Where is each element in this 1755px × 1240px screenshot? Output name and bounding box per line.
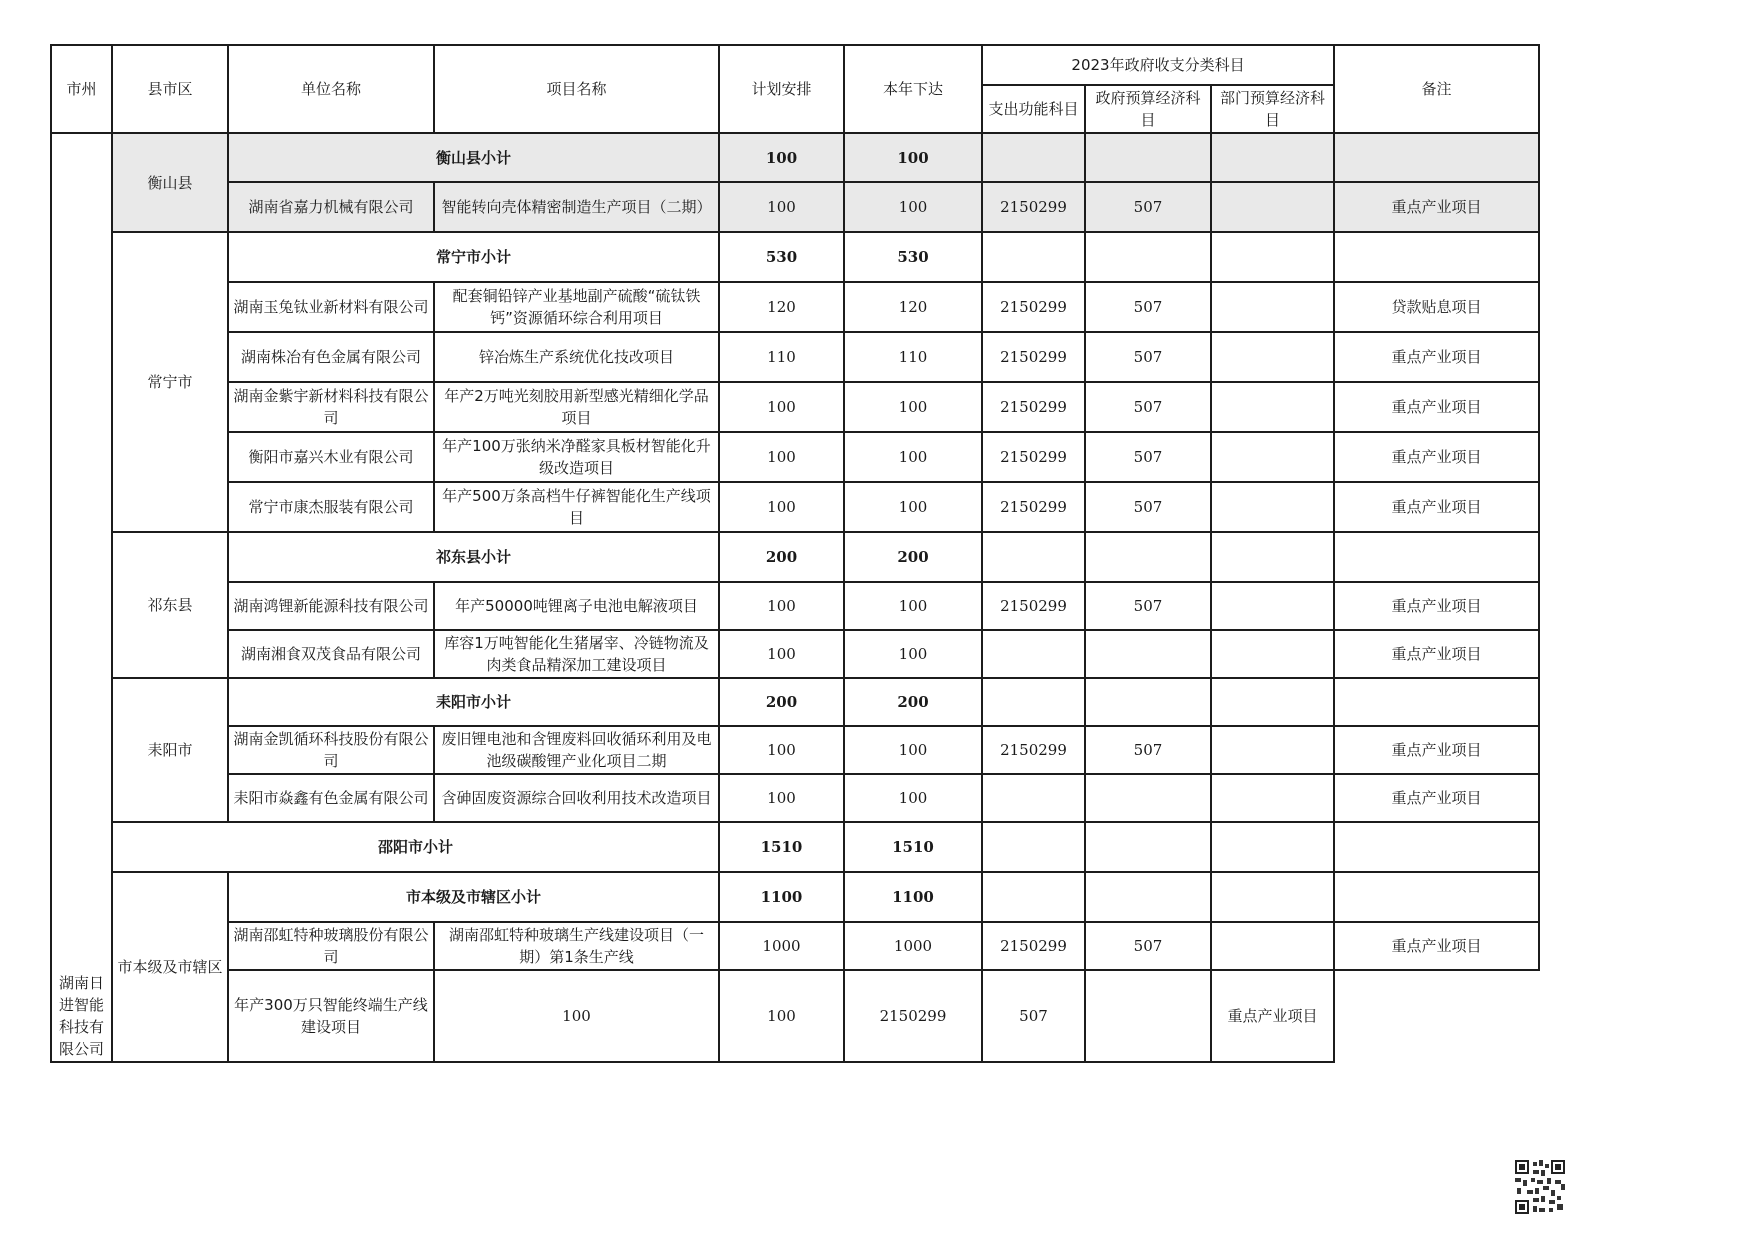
dept-cell	[1211, 182, 1334, 232]
issued-cell: 100	[844, 630, 982, 678]
table-row	[51, 182, 1539, 232]
plan-cell: 100	[434, 970, 719, 1062]
func-cell: 2150299	[982, 432, 1085, 482]
header-city: 市州	[51, 45, 112, 133]
dept-cell	[1211, 726, 1334, 774]
dept-cell	[1211, 774, 1334, 822]
plan-cell: 100	[719, 726, 844, 774]
subtotal-row-qidong	[51, 532, 1539, 582]
subtotal-func	[982, 678, 1085, 726]
header-dept: 部门预算经济科目	[1211, 85, 1334, 133]
county-cell-qidong: 祁东县	[112, 532, 228, 678]
header-project: 项目名称	[434, 45, 719, 133]
issued-cell: 120	[844, 282, 982, 332]
subtotal-issued: 1510	[844, 822, 982, 872]
table-row	[51, 282, 1539, 332]
func-cell: 2150299	[982, 482, 1085, 532]
plan-cell: 100	[719, 482, 844, 532]
func-cell	[982, 630, 1085, 678]
remark-cell: 重点产业项目	[1211, 970, 1334, 1062]
plan-cell: 100	[719, 432, 844, 482]
plan-cell: 110	[719, 332, 844, 382]
remark-cell: 贷款贴息项目	[1334, 282, 1539, 332]
header-row-1	[51, 45, 1539, 85]
subtotal-plan: 200	[719, 678, 844, 726]
unit-cell: 湖南省嘉力机械有限公司	[228, 182, 434, 232]
city-cell-hengyang	[51, 133, 112, 970]
subtotal-gov	[1085, 822, 1211, 872]
plan-cell: 1000	[719, 922, 844, 970]
plan-cell: 100	[719, 382, 844, 432]
func-cell: 2150299	[982, 726, 1085, 774]
project-cell: 年产50000吨锂离子电池电解液项目	[434, 582, 719, 630]
subtotal-plan: 530	[719, 232, 844, 282]
issued-cell: 100	[844, 726, 982, 774]
subtotal-remark	[1334, 822, 1539, 872]
subtotal-remark	[1334, 678, 1539, 726]
gov-cell: 507	[1085, 382, 1211, 432]
remark-cell: 重点产业项目	[1334, 382, 1539, 432]
header-issued: 本年下达	[844, 45, 982, 133]
subtotal-plan: 200	[719, 532, 844, 582]
dept-cell	[1211, 332, 1334, 382]
subtotal-row-changning	[51, 232, 1539, 282]
county-cell-leiyang: 耒阳市	[112, 678, 228, 822]
project-cell: 湖南邵虹特种玻璃生产线建设项目（一期）第1条生产线	[434, 922, 719, 970]
subtotal-remark	[1334, 532, 1539, 582]
func-cell: 2150299	[982, 332, 1085, 382]
header-classification-group: 2023年政府收支分类科目	[982, 45, 1334, 85]
unit-cell: 湖南金凯循环科技股份有限公司	[228, 726, 434, 774]
qr-code-icon	[1513, 1158, 1567, 1216]
func-cell	[982, 774, 1085, 822]
plan-cell: 100	[719, 630, 844, 678]
gov-cell: 507	[1085, 432, 1211, 482]
subtotal-issued: 200	[844, 532, 982, 582]
dept-cell	[1211, 382, 1334, 432]
subtotal-gov	[1085, 232, 1211, 282]
subtotal-label: 常宁市小计	[228, 232, 719, 282]
issued-cell: 100	[844, 582, 982, 630]
dept-cell	[1085, 970, 1211, 1062]
subtotal-plan: 1100	[719, 872, 844, 922]
subtotal-dept	[1211, 133, 1334, 182]
table-row	[51, 582, 1539, 630]
func-cell: 2150299	[982, 922, 1085, 970]
subtotal-remark	[1334, 133, 1539, 182]
unit-cell: 耒阳市焱鑫有色金属有限公司	[228, 774, 434, 822]
plan-cell: 100	[719, 774, 844, 822]
unit-cell: 湖南株冶有色金属有限公司	[228, 332, 434, 382]
dept-cell	[1211, 432, 1334, 482]
subtotal-issued: 1100	[844, 872, 982, 922]
subtotal-issued: 100	[844, 133, 982, 182]
subtotal-func	[982, 133, 1085, 182]
subtotal-label: 祁东县小计	[228, 532, 719, 582]
subtotal-gov	[1085, 678, 1211, 726]
table-row	[51, 482, 1539, 532]
subtotal-func	[982, 872, 1085, 922]
header-gov: 政府预算经济科目	[1085, 85, 1211, 133]
gov-cell	[1085, 630, 1211, 678]
issued-cell: 100	[844, 432, 982, 482]
func-cell: 2150299	[982, 182, 1085, 232]
budget-sheet	[50, 44, 1540, 1063]
project-cell: 年产2万吨光刻胶用新型感光精细化学品项目	[434, 382, 719, 432]
remark-cell: 重点产业项目	[1334, 582, 1539, 630]
issued-cell: 110	[844, 332, 982, 382]
plan-cell: 120	[719, 282, 844, 332]
subtotal-plan: 100	[719, 133, 844, 182]
unit-cell: 湖南金紫宇新材料科技有限公司	[228, 382, 434, 432]
project-cell: 配套铜铅锌产业基地副产硫酸“硫钛铁钙”资源循环综合利用项目	[434, 282, 719, 332]
remark-cell: 重点产业项目	[1334, 182, 1539, 232]
header-plan: 计划安排	[719, 45, 844, 133]
subtotal-row-shaoyang	[51, 822, 1539, 872]
issued-cell: 100	[844, 382, 982, 432]
unit-cell: 湖南邵虹特种玻璃股份有限公司	[228, 922, 434, 970]
subtotal-func	[982, 822, 1085, 872]
table-row	[51, 382, 1539, 432]
plan-cell: 100	[719, 582, 844, 630]
remark-cell: 重点产业项目	[1334, 432, 1539, 482]
gov-cell: 507	[1085, 482, 1211, 532]
unit-cell: 衡阳市嘉兴木业有限公司	[228, 432, 434, 482]
subtotal-plan: 1510	[719, 822, 844, 872]
table-row	[51, 726, 1539, 774]
subtotal-row-leiyang	[51, 678, 1539, 726]
gov-cell: 507	[1085, 726, 1211, 774]
project-cell: 年产300万只智能终端生产线建设项目	[228, 970, 434, 1062]
project-cell: 年产500万条高档牛仔裤智能化生产线项目	[434, 482, 719, 532]
remark-cell: 重点产业项目	[1334, 630, 1539, 678]
project-cell: 含砷固废资源综合回收利用技术改造项目	[434, 774, 719, 822]
project-cell: 锌冶炼生产系统优化技改项目	[434, 332, 719, 382]
subtotal-dept	[1211, 822, 1334, 872]
subtotal-issued: 200	[844, 678, 982, 726]
table-row	[51, 432, 1539, 482]
header-remark: 备注	[1334, 45, 1539, 133]
county-cell-shibenji: 市本级及市辖区	[112, 872, 228, 1062]
header-func: 支出功能科目	[982, 85, 1085, 133]
subtotal-issued: 530	[844, 232, 982, 282]
subtotal-dept	[1211, 532, 1334, 582]
subtotal-row-hengshan	[51, 133, 1539, 182]
issued-cell: 100	[844, 182, 982, 232]
remark-cell: 重点产业项目	[1334, 774, 1539, 822]
project-cell: 智能转向壳体精密制造生产项目（二期）	[434, 182, 719, 232]
subtotal-dept	[1211, 872, 1334, 922]
header-county: 县市区	[112, 45, 228, 133]
table-row	[51, 630, 1539, 678]
subtotal-label: 耒阳市小计	[228, 678, 719, 726]
unit-cell: 常宁市康杰服装有限公司	[228, 482, 434, 532]
subtotal-remark	[1334, 872, 1539, 922]
gov-cell	[1085, 774, 1211, 822]
remark-cell: 重点产业项目	[1334, 726, 1539, 774]
subtotal-gov	[1085, 532, 1211, 582]
subtotal-label: 邵阳市小计	[112, 822, 719, 872]
dept-cell	[1211, 582, 1334, 630]
func-cell: 2150299	[982, 582, 1085, 630]
gov-cell: 507	[1085, 182, 1211, 232]
project-cell: 年产100万张纳米净醛家具板材智能化升级改造项目	[434, 432, 719, 482]
dept-cell	[1211, 922, 1334, 970]
gov-cell: 507	[1085, 332, 1211, 382]
issued-cell: 100	[719, 970, 844, 1062]
subtotal-func	[982, 232, 1085, 282]
table-row	[51, 922, 1539, 970]
table-row	[51, 970, 1539, 1062]
func-cell: 2150299	[982, 282, 1085, 332]
project-cell: 库容1万吨智能化生猪屠宰、冷链物流及肉类食品精深加工建设项目	[434, 630, 719, 678]
budget-table	[50, 44, 1540, 1063]
county-cell-changning: 常宁市	[112, 232, 228, 532]
table-row	[51, 332, 1539, 382]
dept-cell	[1211, 482, 1334, 532]
subtotal-func	[982, 532, 1085, 582]
issued-cell: 100	[844, 482, 982, 532]
issued-cell: 1000	[844, 922, 982, 970]
header-unit: 单位名称	[228, 45, 434, 133]
gov-cell: 507	[1085, 582, 1211, 630]
subtotal-gov	[1085, 872, 1211, 922]
unit-cell: 湖南玉兔钛业新材料有限公司	[228, 282, 434, 332]
remark-cell: 重点产业项目	[1334, 482, 1539, 532]
table-row	[51, 774, 1539, 822]
subtotal-remark	[1334, 232, 1539, 282]
remark-cell: 重点产业项目	[1334, 922, 1539, 970]
func-cell: 2150299	[982, 382, 1085, 432]
subtotal-dept	[1211, 232, 1334, 282]
unit-cell: 湖南鸿锂新能源科技有限公司	[228, 582, 434, 630]
dept-cell	[1211, 630, 1334, 678]
subtotal-label: 衡山县小计	[228, 133, 719, 182]
unit-cell: 湖南日进智能科技有限公司	[51, 970, 112, 1062]
county-cell-hengshan: 衡山县	[112, 133, 228, 232]
subtotal-label: 市本级及市辖区小计	[228, 872, 719, 922]
remark-cell: 重点产业项目	[1334, 332, 1539, 382]
func-cell: 2150299	[844, 970, 982, 1062]
gov-cell: 507	[1085, 282, 1211, 332]
project-cell: 废旧锂电池和含锂废料回收循环利用及电池级碳酸锂产业化项目二期	[434, 726, 719, 774]
unit-cell: 湖南湘食双茂食品有限公司	[228, 630, 434, 678]
subtotal-gov	[1085, 133, 1211, 182]
issued-cell: 100	[844, 774, 982, 822]
dept-cell	[1211, 282, 1334, 332]
subtotal-row-shibenji	[51, 872, 1539, 922]
plan-cell: 100	[719, 182, 844, 232]
gov-cell: 507	[1085, 922, 1211, 970]
subtotal-dept	[1211, 678, 1334, 726]
gov-cell: 507	[982, 970, 1085, 1062]
